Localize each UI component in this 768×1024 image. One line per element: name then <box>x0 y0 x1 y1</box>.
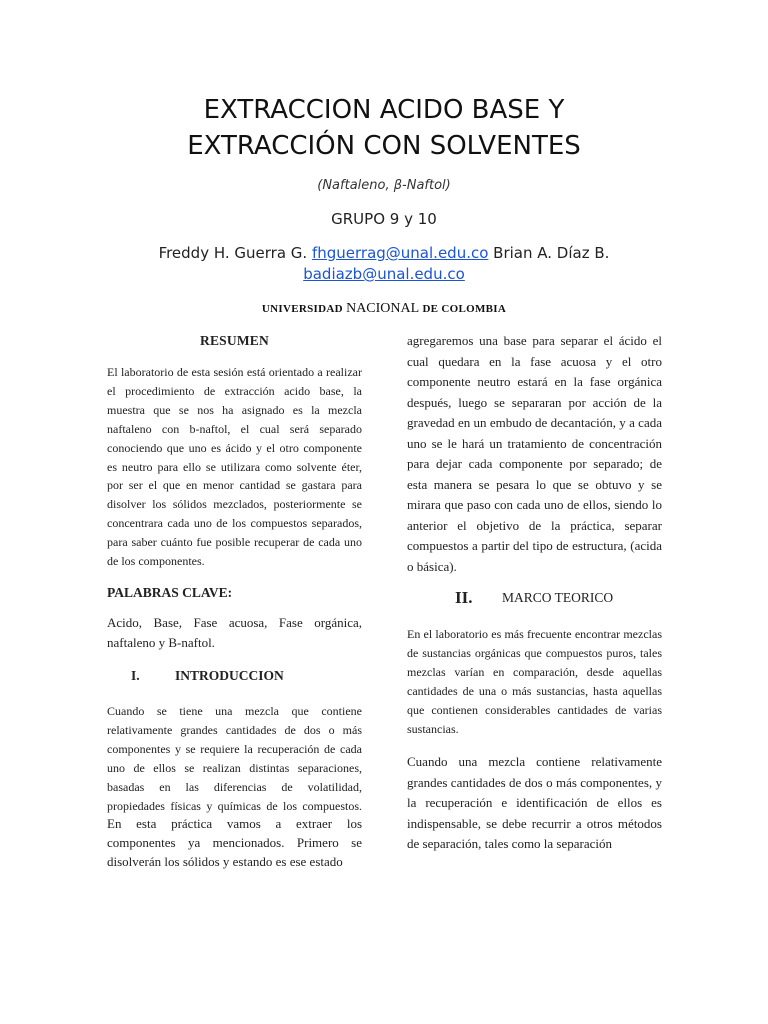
author-1-email-link[interactable]: fhguerrag@unal.edu.co <box>311 244 489 262</box>
author-2-email-link[interactable]: badiazb@unal.edu.co <box>303 265 465 283</box>
resumen-heading: RESUMEN <box>200 333 269 348</box>
section-title: MARCO TEORICO <box>502 590 614 605</box>
section-title: INTRODUCCION <box>175 667 284 683</box>
section-number: I. <box>131 667 140 683</box>
author-1-name: Freddy H. Guerra G. <box>158 244 308 262</box>
title-line-1: EXTRACCION ACIDO BASE Y <box>203 95 565 125</box>
intro-text-part-1: Cuando se tiene una mezcla que contiene relativamente grandes cantidades de dos o más componentes y se requiere la recuperación de cada uno de ellos se realizan distintas separaciones, basadas en las diferencias de volatilidad, propiedades físicas y químicas de los compuestos. <box>107 703 362 813</box>
paper-title <box>0 92 768 164</box>
title-line-2: EXTRACCIÓN CON SOLVENTES <box>187 131 581 161</box>
section-heading-marco-teorico <box>407 589 662 613</box>
paragraph-gap <box>407 738 662 752</box>
intro-text-part-2: En esta práctica vamos a extraer los componentes ya mencionados. Primero se disolverán los sólidos y estando es ese estado <box>107 816 362 870</box>
resumen-paragraph: El laboratorio de esta sesión está orientado a realizar el procedimiento de extracción acido base, la muestra que se nos ha asignado es la mezcla naftaleno con b-naftol, el cual será separado conociendo que uno es ácido y el otro componente es neutro para ello se utilizara como solvente éter, por ser el que en menor cantidad se gastara para disolver los sólidos mezclados, posteriormente se concentrara cada uno de los compuestos separados, para saber cuánto fue posible recuperar de cada uno de los componentes. <box>107 365 362 569</box>
section-heading-introduccion <box>107 668 362 688</box>
university-word-2: NACIONAL <box>346 301 420 316</box>
continuation-paragraph: agregaremos una base para separar el ácido el cual quedara en la fase acuosa y el otro componente neutro estará en la fase orgánica después, luego se separaran por acción de la gravedad en un embudo de decantación, y a cada uno se le hará un tratamiento de concentración para dejar cada componente por separado; de esta manera se pesara lo que se obtuvo y se mirara que paso con cada uno de ellos, siendo lo anterior el objetivo de la práctica, separar compuestos a partir del tipo de estructura, (acida o básica). <box>407 333 662 574</box>
marco-paragraph-2: Cuando una mezcla contiene relativamente grandes cantidades de dos o más componentes, y la recuperación e identificación de ellos es indispensable, se debe recurrir a otros métodos de separación, tales como la separación <box>407 754 662 852</box>
marco-paragraph-1: En el laboratorio es más frecuente encontrar mezclas de sustancias orgánicas que compuestos puros, tales mezclas varían en comparación, desde aquellas cantidades de una o más sustancias, hasta aquellas que contienen considerables cantidades de varias sustancias. <box>407 627 662 736</box>
paper-subtitle: (Naftaleno, β-Naftol) <box>317 178 451 193</box>
university-name <box>0 300 768 317</box>
authors-block <box>130 243 638 285</box>
section-number: II. <box>455 588 473 607</box>
author-2-name: Brian A. Díaz B. <box>493 244 610 262</box>
university-word-1: UNIVERSIDAD <box>261 303 343 315</box>
keywords-paragraph: Acido, Base, Fase acuosa, Fase orgánica, naftaleno y B-naftol. <box>107 614 362 651</box>
left-column <box>107 333 362 872</box>
group-label: GRUPO 9 y 10 <box>331 210 437 228</box>
right-column <box>407 331 662 855</box>
university-word-3: DE COLOMBIA <box>422 303 507 315</box>
keywords-heading: PALABRAS CLAVE: <box>107 584 233 600</box>
intro-paragraph <box>107 702 362 872</box>
